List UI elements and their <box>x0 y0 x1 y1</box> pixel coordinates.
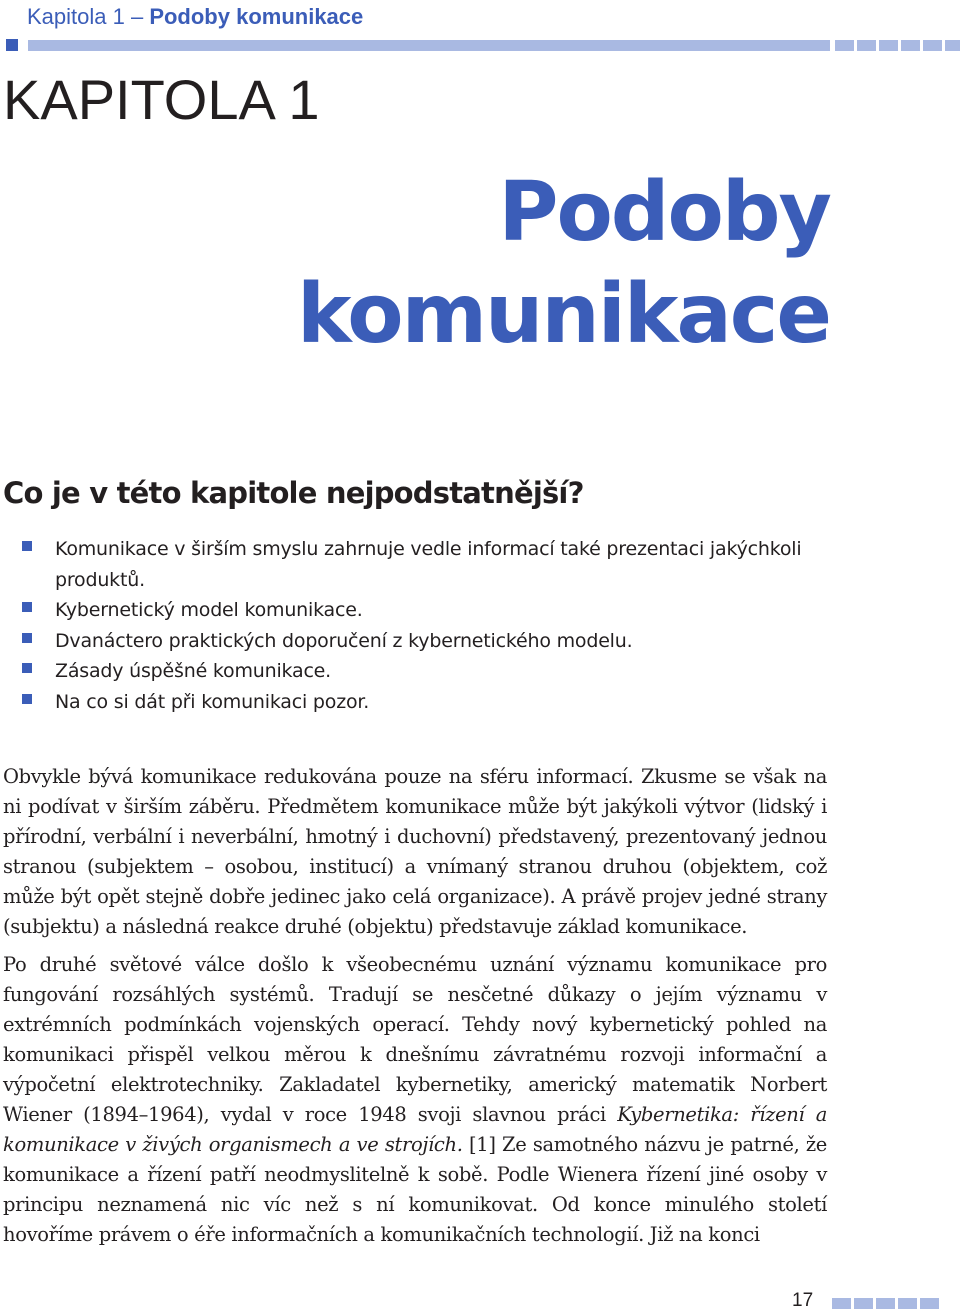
header-rule <box>6 38 960 51</box>
body-text <box>3 762 827 1259</box>
body-paragraph-text: Po druhé světové válce došlo k všeobecnému uznání významu komunikace pro fungování rozsáhlých systémů. Tradují se nesčetné důkazy o jejím významu v extrémních podmínkách vojenských operací. Tehdy nový kybernetický pohled na komunikaci přispěl velkou měrou k dnešnímu závratnému rozvoji informační a výpočetní elektrotechniky. Zakladatel kybernetiky, americký matematik Norbert Wiener (1894–1964), vydal v roce 1948 svoji slavnou práci <box>3 953 827 1126</box>
summary-item <box>22 626 802 657</box>
running-head-prefix: Kapitola 1 – <box>27 4 150 29</box>
square-bullet-icon <box>22 663 32 673</box>
summary-item-text: Zásady úspěšné komunikace. <box>55 660 332 682</box>
chapter-title <box>270 162 830 366</box>
summary-item <box>22 595 802 626</box>
body-paragraph: Obvykle bývá komunikace redukována pouze na sféru informací. Zkusme se však na ni podívat v širším záběru. Předmětem komunikace může být jakýkoli výtvor (lidský i přírodní, verbální i neverbální, hmotný i duchovní) představený, prezentovaný jednou stranou (subjektem – osobou, institucí) a vnímaný stranou druhou (objektem, což může být opět stejně dobře jedinec jako celá organizace). A právě projev jedné strany (subjektu) a následná reakce druhé (objektu) představuje základ komunikace. <box>3 765 827 938</box>
square-bullet-icon <box>22 694 32 704</box>
chapter-title-line-1: Podoby <box>498 165 830 260</box>
square-bullet-icon <box>22 602 32 612</box>
running-head-title: Podoby komunikace <box>149 4 364 29</box>
body-paragraph <box>3 950 827 1249</box>
running-head <box>27 4 363 30</box>
page-number: 17 <box>792 1290 814 1311</box>
summary-item-text: Dvanáctero praktických doporučení z kybernetického modelu. <box>55 629 633 652</box>
header-rule-bar <box>28 40 830 51</box>
summary-item-text: Kybernetický model komunikace. <box>55 599 363 621</box>
cited-work-title: Kybernetika: řízení a komunikace v živých organismech a ve strojích. <box>3 1102 827 1156</box>
square-bullet-icon <box>22 633 32 643</box>
chapter-title-line-2: komunikace <box>296 267 830 362</box>
summary-item <box>22 534 802 595</box>
header-rule-square <box>6 39 18 51</box>
body-paragraph-text: [1] Ze samotného názvu je patrné, že komunikace a řízení patří neodmyslitelně k sobě. Podle Wienera řízení jiné osoby v principu neznamená nic víc než s ní komunikovat. Od konce minulého století hovoříme právem o éře informačních a komunikačních technologií. Již na konci <box>3 1132 827 1246</box>
summary-list <box>22 534 802 717</box>
summary-heading: Co je v této kapitole nejpodstatnější? <box>3 476 584 510</box>
header-rule-squares <box>835 40 960 51</box>
summary-item <box>22 656 802 687</box>
square-bullet-icon <box>22 541 32 551</box>
summary-item-text: Na co si dát při komunikaci pozor. <box>55 690 370 713</box>
chapter-label: KAPITOLA 1 <box>3 68 320 131</box>
footer-squares <box>832 1298 939 1309</box>
summary-item <box>22 687 802 718</box>
summary-item-text: Komunikace v širším smyslu zahrnuje vedle informací také prezentaci jakýchkoli produktů. <box>55 538 802 591</box>
